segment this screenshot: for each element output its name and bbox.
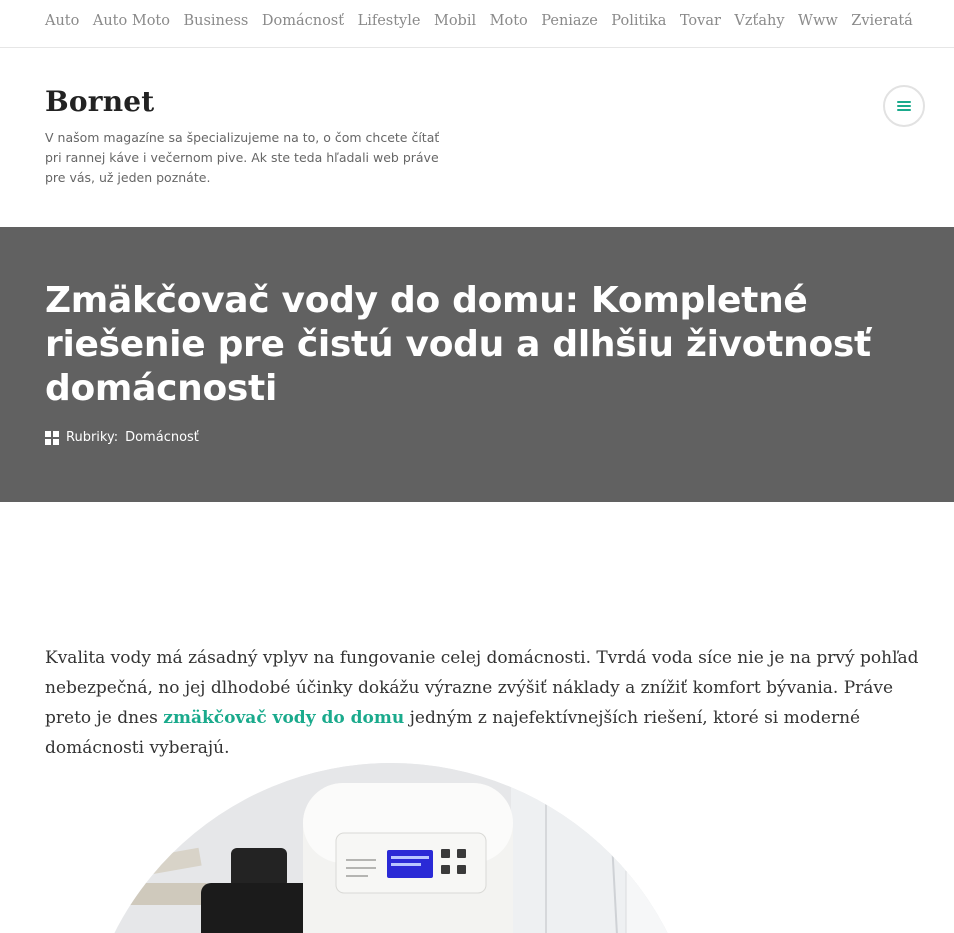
post-title: Zmäkčovač vody do domu: Kompletné riešenie pre čistú vodu a dlhšiu životnosť domácnosti: [45, 280, 871, 409]
category-link[interactable]: Domácnosť: [125, 430, 199, 445]
grid-icon: [45, 431, 59, 445]
nav-item-mobil[interactable]: Mobil: [433, 13, 477, 29]
nav-list: [45, 11, 926, 31]
nav-item-www[interactable]: Www: [798, 13, 838, 29]
intro-text-before: Kvalita vody má zásadný vplyv na fungovanie celej domácnosti. Tvrdá voda síce nie je na prvý pohľad nebezpečná, no jej dlhodobé účinky dokážu výrazne zvýšiť náklady a znížiť komfort bývania. Práve preto je dnes: [45, 648, 919, 728]
nav-item-lifestyle[interactable]: Lifestyle: [357, 13, 421, 29]
post-meta: [45, 429, 199, 447]
nav-item-auto-moto[interactable]: Auto Moto: [92, 13, 170, 29]
water-softener-link[interactable]: zmäkčovač vody do domu: [163, 708, 405, 728]
nav-item-peniaze[interactable]: Peniaze: [541, 13, 598, 29]
nav-item-politika[interactable]: Politika: [611, 13, 667, 29]
article-intro: [45, 643, 925, 763]
nav-item-auto[interactable]: Auto: [45, 13, 80, 29]
categories-label: Rubriky:: [66, 430, 119, 445]
nav-item-tovar[interactable]: Tovar: [679, 13, 721, 29]
nav-item-zvierata[interactable]: Zvieratá: [851, 13, 913, 29]
nav-item-vztahy[interactable]: Vzťahy: [734, 13, 785, 29]
nav-item-moto[interactable]: Moto: [489, 13, 528, 29]
top-navigation: [0, 0, 954, 48]
nav-item-domacnost[interactable]: Domácnosť: [261, 13, 345, 29]
nav-item-business[interactable]: Business: [183, 13, 249, 29]
post-hero: [0, 227, 954, 502]
water-softener-illustration: [81, 763, 701, 933]
site-description: V našom magazíne sa špecializujeme na to, o čom chcete čítať pri rannej káve i večernom pive. Ak ste teda hľadali web práve pre vás, už jeden poznáte.: [45, 130, 440, 185]
hamburger-icon: [897, 101, 911, 111]
site-title[interactable]: Bornet: [45, 85, 155, 118]
menu-toggle-button[interactable]: [883, 85, 925, 127]
intro-text-after: jedným z najefektívnejších riešení, ktoré si moderné domácnosti vyberajú.: [45, 708, 861, 758]
article-image: [81, 763, 701, 933]
